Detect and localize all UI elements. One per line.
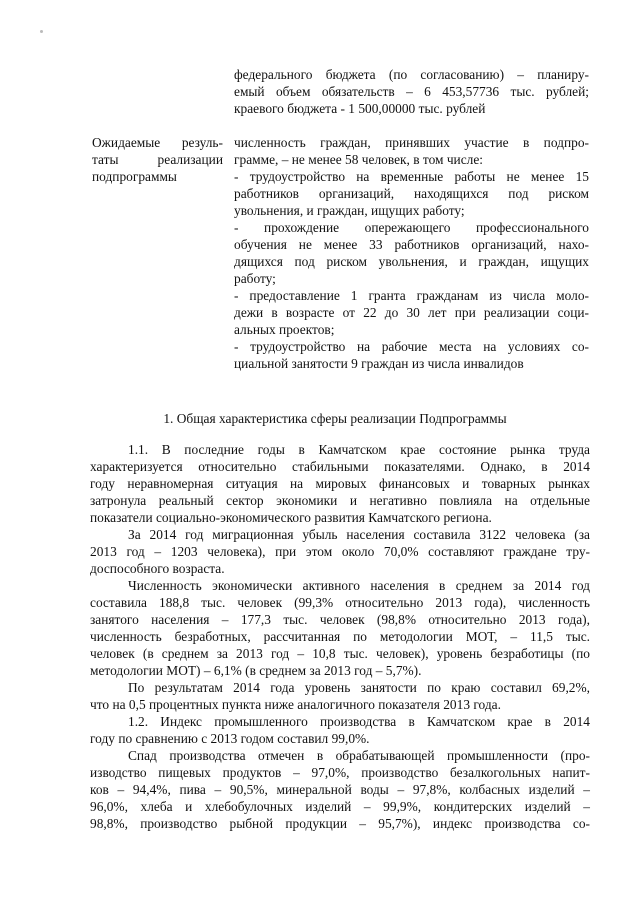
paragraph bbox=[90, 747, 590, 832]
text-line: году неравномерная ситуация на мировых финансовых и товарных рынках bbox=[90, 476, 590, 491]
text-line: составила 188,8 тыс. человек (99,3% относительно 2013 года), численность bbox=[90, 595, 590, 610]
text-line: показатели социально-экономического развития Камчатского региона. bbox=[90, 510, 492, 525]
paragraph bbox=[90, 713, 590, 747]
text-line: человек (в среднем за 2013 год – 10,8 тыс. человек), уровень безработицы (по bbox=[90, 646, 590, 661]
expected-results-text bbox=[234, 134, 589, 372]
text-line: - прохождение опережающего профессионального bbox=[234, 220, 589, 235]
text-line: За 2014 год миграционная убыль населения составила 3122 человека (за bbox=[128, 527, 590, 542]
text-line: численность безработных, рассчитанная по методологии МОТ, – 11,5 тыс. bbox=[90, 629, 590, 644]
text-line: занятого населения – 177,3 тыс. человек (98,8% относительно 2013 года), bbox=[90, 612, 590, 627]
expected-results-label bbox=[92, 134, 223, 185]
text-line: краевого бюджета - 1 500,00000 тыс. рублей bbox=[234, 101, 486, 116]
funding-text bbox=[234, 66, 589, 117]
text-line: что на 0,5 процентных пункта ниже аналогичного показателя 2013 года. bbox=[90, 697, 501, 712]
text-line: дежи в возрасте от 22 до 30 лет при реализации соци- bbox=[234, 305, 589, 320]
text-line: работу; bbox=[234, 271, 276, 286]
text-line: 98,8%, производство рыбной продукции – 95,7%), индекс производства со- bbox=[90, 816, 590, 831]
label-line: Ожидаемые резуль- bbox=[92, 135, 223, 150]
text-line: характеризуется относительно стабильными показателями. Однако, в 2014 bbox=[90, 459, 590, 474]
text-line: 2013 год – 1203 человека), при этом около 70,0% составляют граждане тру- bbox=[90, 544, 590, 559]
text-line: альных проектов; bbox=[234, 322, 335, 337]
text-line: Спад производства отмечен в обрабатывающей промышленности (про- bbox=[128, 748, 590, 763]
text-line: емый объем обязательств – 6 453,57736 тыс. рублей; bbox=[234, 84, 589, 99]
text-line: 1.1. В последние годы в Камчатском крае состояние рынка труда bbox=[128, 442, 590, 457]
text-line: Численность экономически активного населения в среднем за 2014 год bbox=[128, 578, 590, 593]
paragraph bbox=[90, 679, 590, 713]
text-line: численность граждан, принявших участие в подпро- bbox=[234, 135, 589, 150]
paragraph bbox=[90, 577, 590, 679]
label-line: подпрограммы bbox=[92, 169, 177, 184]
text-line: году по сравнению с 2013 годом составил 99,0%. bbox=[90, 731, 370, 746]
text-line: грамме, – не менее 58 человек, в том числе: bbox=[234, 152, 484, 167]
section-title-text: 1. Общая характеристика сферы реализации Подпрограммы bbox=[163, 411, 507, 426]
text-line: затронула реальный сектор экономики и негативно повлияла на отдельные bbox=[90, 493, 590, 508]
text-line: 96,0%, хлеба и хлебобулочных изделий – 99,9%, кондитерских изделий – bbox=[90, 799, 590, 814]
text-line: методологии МОТ) – 6,1% (в среднем за 2013 год – 5,7%). bbox=[90, 663, 422, 678]
text-line: 1.2. Индекс промышленного производства в Камчатском крае в 2014 bbox=[128, 714, 590, 729]
text-line: федерального бюджета (по согласованию) – планиру- bbox=[234, 67, 589, 82]
paragraph bbox=[90, 441, 590, 526]
text-line: По результатам 2014 года уровень занятости по краю составил 69,2%, bbox=[128, 680, 590, 695]
text-line: обучения не менее 33 работников организаций, нахо- bbox=[234, 237, 589, 252]
text-line: увольнения, и граждан, ищущих работу; bbox=[234, 203, 465, 218]
scan-dot bbox=[40, 30, 43, 33]
label-line: таты реализации bbox=[92, 152, 223, 167]
text-line: - трудоустройство на рабочие места на условиях со- bbox=[234, 339, 589, 354]
text-line: доспособного возраста. bbox=[90, 561, 225, 576]
text-line: циальной занятости 9 граждан из числа инвалидов bbox=[234, 356, 524, 371]
document-body bbox=[90, 441, 590, 832]
text-line: изводство пищевых продуктов – 97,0%, производство безалкогольных напит- bbox=[90, 765, 590, 780]
text-line: - трудоустройство на временные работы не менее 15 bbox=[234, 169, 589, 184]
section-title bbox=[0, 410, 640, 427]
text-line: - предоставление 1 гранта гражданам из числа моло- bbox=[234, 288, 589, 303]
text-line: работников организаций, находящихся под риском bbox=[234, 186, 589, 201]
text-line: дящихся под риском увольнения, и граждан, ищущих bbox=[234, 254, 589, 269]
paragraph bbox=[90, 526, 590, 577]
text-line: ков – 94,4%, пива – 90,5%, минеральной воды – 97,8%, колбасных изделий – bbox=[90, 782, 590, 797]
